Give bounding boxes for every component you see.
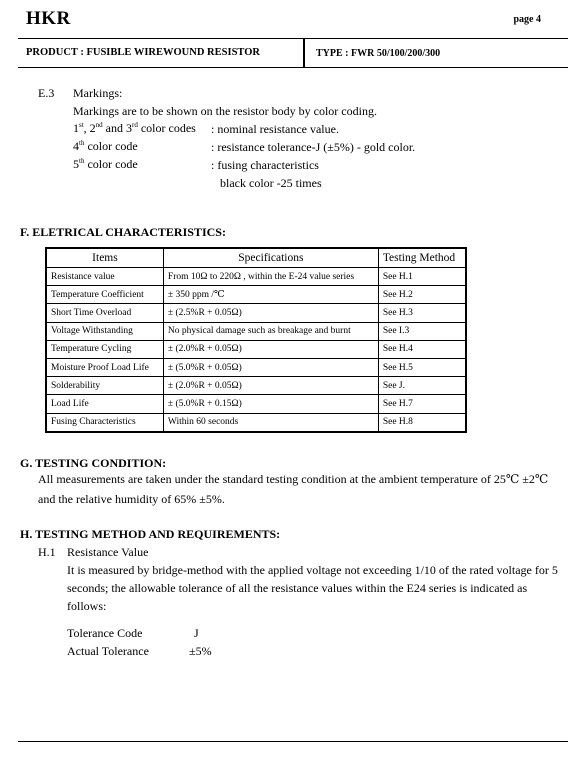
spec-cell: ± (5.0%R + 0.05Ω) bbox=[163, 358, 378, 376]
spec-cell: No physical damage such as breakage and burnt bbox=[163, 322, 378, 340]
actual-tolerance-label: Actual Tolerance bbox=[67, 644, 149, 658]
color-code-1-3-desc: : nominal resistance value. bbox=[211, 122, 339, 136]
item-cell: Moisture Proof Load Life bbox=[46, 358, 163, 376]
tolerance-code-label: Tolerance Code bbox=[67, 626, 143, 640]
method-cell: See H.1 bbox=[378, 268, 466, 286]
actual-tolerance-value: ±5% bbox=[189, 644, 212, 658]
item-cell: Temperature Cycling bbox=[46, 340, 163, 358]
spec-cell: ± (2.0%R + 0.05Ω) bbox=[163, 340, 378, 358]
table-row bbox=[46, 395, 466, 413]
document-header bbox=[18, 38, 568, 68]
type-label: TYPE : FWR 50/100/200/300 bbox=[316, 48, 441, 59]
item-cell: Load Life bbox=[46, 395, 163, 413]
ordinal-2: , 2 bbox=[83, 121, 96, 135]
table-row bbox=[46, 304, 466, 322]
company-logo: HKR bbox=[26, 8, 71, 29]
color-code-4-label bbox=[73, 139, 138, 154]
color-codes-text: color codes bbox=[137, 121, 196, 135]
table-row bbox=[46, 286, 466, 304]
header-divider bbox=[303, 39, 305, 67]
ordinal-suffix: th bbox=[79, 157, 85, 165]
electrical-characteristics-table bbox=[45, 247, 467, 433]
spec-cell: Within 60 seconds bbox=[163, 413, 378, 432]
color-code-text: color code bbox=[84, 139, 138, 153]
table-row bbox=[46, 268, 466, 286]
product-title: PRODUCT : FUSIBLE WIREWOUND RESISTOR bbox=[26, 47, 260, 58]
section-e3-number: E.3 bbox=[38, 86, 55, 100]
section-g-title: G. TESTING CONDITION: bbox=[20, 456, 167, 470]
method-cell: See H.8 bbox=[378, 413, 466, 432]
item-cell: Short Time Overload bbox=[46, 304, 163, 322]
footer-rule bbox=[18, 741, 568, 742]
ordinal-suffix: rd bbox=[132, 121, 138, 129]
method-cell: See H.7 bbox=[378, 395, 466, 413]
table-row bbox=[46, 413, 466, 432]
item-cell: Fusing Characteristics bbox=[46, 413, 163, 432]
table-row bbox=[46, 322, 466, 340]
section-f-title: F. ELETRICAL CHARACTERISTICS: bbox=[20, 225, 226, 239]
ordinal-1: 1 bbox=[73, 121, 79, 135]
table-row bbox=[46, 377, 466, 395]
item-cell: Solderability bbox=[46, 377, 163, 395]
testing-condition-line-1: All measurements are taken under the standard testing condition at the ambient temperature of 25℃ ±2℃ bbox=[38, 472, 549, 486]
color-code-1-3-label bbox=[73, 121, 196, 136]
method-cell: See H.2 bbox=[378, 286, 466, 304]
color-code-5-label bbox=[73, 157, 138, 172]
item-cell: Temperature Coefficient bbox=[46, 286, 163, 304]
tolerance-code-value: J bbox=[194, 626, 199, 640]
method-cell: See H.5 bbox=[378, 358, 466, 376]
testing-condition-line-2: and the relative humidity of 65% ±5%. bbox=[38, 492, 225, 506]
section-h1-number: H.1 bbox=[38, 545, 56, 559]
column-header-items: Items bbox=[46, 248, 163, 268]
color-code-5-desc-2: black color -25 times bbox=[220, 176, 322, 190]
method-cell: See J. bbox=[378, 377, 466, 395]
spec-cell: ± (5.0%R + 0.15Ω) bbox=[163, 395, 378, 413]
column-header-specifications: Specifications bbox=[163, 248, 378, 268]
item-cell: Voltage Withstanding bbox=[46, 322, 163, 340]
page-number: page 4 bbox=[513, 14, 541, 25]
color-code-5-desc: : fusing characteristics bbox=[211, 158, 319, 172]
ordinal-3: and 3 bbox=[102, 121, 132, 135]
h1-paragraph-line-3: follows: bbox=[67, 599, 107, 613]
column-header-testing-method: Testing Method bbox=[378, 248, 466, 268]
ordinal-4: 4 bbox=[73, 139, 79, 153]
table-row bbox=[46, 340, 466, 358]
spec-cell: ± (2.0%R + 0.05Ω) bbox=[163, 377, 378, 395]
h1-paragraph-line-1: It is measured by bridge-method with the applied voltage not exceeding 1/10 of the rated voltage for 5 bbox=[67, 563, 558, 577]
section-h-title: H. TESTING METHOD AND REQUIREMENTS: bbox=[20, 527, 281, 541]
color-code-text: color code bbox=[84, 157, 138, 171]
color-code-4-desc: : resistance tolerance-J (±5%) - gold color. bbox=[211, 140, 416, 154]
ordinal-suffix: th bbox=[79, 139, 85, 147]
method-cell: See H.4 bbox=[378, 340, 466, 358]
method-cell: See H.3 bbox=[378, 304, 466, 322]
table-row bbox=[46, 358, 466, 376]
section-e3-title: Markings: bbox=[73, 86, 123, 100]
item-cell: Resistance value bbox=[46, 268, 163, 286]
spec-cell: ± 350 ppm /℃ bbox=[163, 286, 378, 304]
spec-cell: ± (2.5%R + 0.05Ω) bbox=[163, 304, 378, 322]
section-h1-title: Resistance Value bbox=[67, 545, 149, 559]
table-header-row bbox=[46, 248, 466, 268]
method-cell: See I.3 bbox=[378, 322, 466, 340]
h1-paragraph-line-2: seconds; the allowable tolerance of all the resistance values within the E24 series is indicated as bbox=[67, 581, 528, 595]
spec-cell: From 10Ω to 220Ω , within the E-24 value series bbox=[163, 268, 378, 286]
markings-intro: Markings are to be shown on the resistor body by color coding. bbox=[73, 104, 377, 118]
ordinal-suffix: nd bbox=[95, 121, 103, 129]
ordinal-suffix: st bbox=[79, 121, 84, 129]
ordinal-5: 5 bbox=[73, 157, 79, 171]
